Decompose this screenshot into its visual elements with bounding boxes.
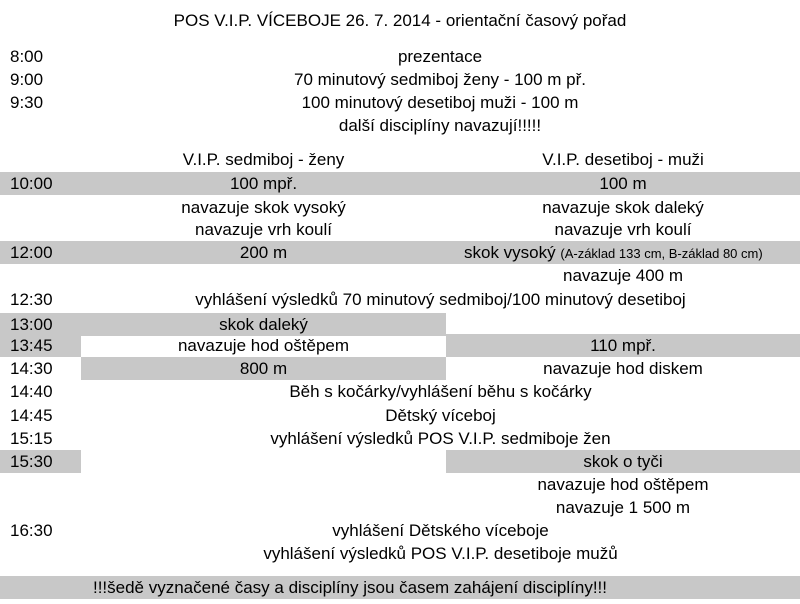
header-men: V.I.P. desetiboj - muži	[542, 150, 704, 169]
time-1430: 14:30	[10, 359, 53, 378]
footer-note: !!!šedě vyznačené časy a disciplíny jsou časem zahájení disciplíny!!!	[92, 578, 608, 597]
text-row-f: vyhlášení výsledků POS V.I.P. desetiboje mužů	[263, 544, 618, 563]
page-title: POS V.I.P. VÍCEBOJE 26. 7. 2014 - orientační časový pořad	[173, 11, 627, 30]
intro-time-2: 9:00	[10, 70, 44, 89]
time-1000: 10:00	[10, 174, 53, 193]
text-1445: Dětský víceboj	[385, 406, 496, 425]
time-1515: 15:15	[10, 429, 53, 448]
intro-text-2: 70 minutový sedmiboj ženy - 100 m př.	[294, 70, 586, 89]
women-1000: 100 mpř.	[229, 174, 298, 193]
men-row-d: navazuje hod oštěpem	[537, 475, 709, 494]
time-1200: 12:00	[10, 243, 53, 262]
men-row-e: navazuje 1 500 m	[555, 498, 691, 517]
women-row-a: navazuje skok vysoký	[181, 198, 346, 217]
time-1630: 16:30	[10, 521, 53, 540]
men-1200-label: skok vysoký	[464, 243, 556, 262]
intro-time-1: 8:00	[10, 47, 44, 66]
women-1430: 800 m	[239, 359, 288, 378]
intro-text-3: 100 minutový desetiboj muži - 100 m	[301, 93, 579, 112]
text-1230: vyhlášení výsledků 70 minutový sedmiboj/100 minutový desetiboj	[195, 290, 686, 309]
intro-text-1: prezentace	[397, 47, 483, 66]
time-1440: 14:40	[10, 382, 53, 401]
men-1530: skok o tyči	[583, 452, 663, 471]
text-1440: Běh s kočárky/vyhlášení běhu s kočárky	[289, 382, 592, 401]
time-1300: 13:00	[10, 315, 53, 334]
men-1200-note: (A-základ 133 cm, B-základ 80 cm)	[560, 246, 763, 261]
women-row-b: navazuje vrh koulí	[194, 220, 333, 239]
time-1230: 12:30	[10, 290, 53, 309]
text-1515: vyhlášení výsledků POS V.I.P. sedmiboje žen	[270, 429, 611, 448]
intro-time-3: 9:30	[10, 93, 44, 112]
intro-text-4: další disciplíny navazují!!!!!	[338, 116, 542, 135]
men-1200	[464, 241, 800, 264]
time-1345: 13:45	[10, 336, 53, 355]
men-row-a: navazuje skok daleký	[542, 198, 704, 217]
women-1200: 200 m	[239, 243, 288, 262]
header-women: V.I.P. sedmiboj - ženy	[182, 150, 345, 169]
women-1345: navazuje hod oštěpem	[177, 336, 350, 355]
women-1300: skok daleký	[219, 315, 308, 334]
men-1000: 100 m	[599, 174, 647, 193]
men-1430: navazuje hod diskem	[543, 359, 703, 378]
men-1345: 110 mpř.	[590, 336, 656, 355]
men-row-c: navazuje 400 m	[562, 266, 684, 285]
text-1630: vyhlášení Dětského víceboje	[332, 521, 549, 540]
time-1530: 15:30	[10, 452, 53, 471]
men-row-b: navazuje vrh koulí	[554, 220, 692, 239]
time-1445: 14:45	[10, 406, 53, 425]
